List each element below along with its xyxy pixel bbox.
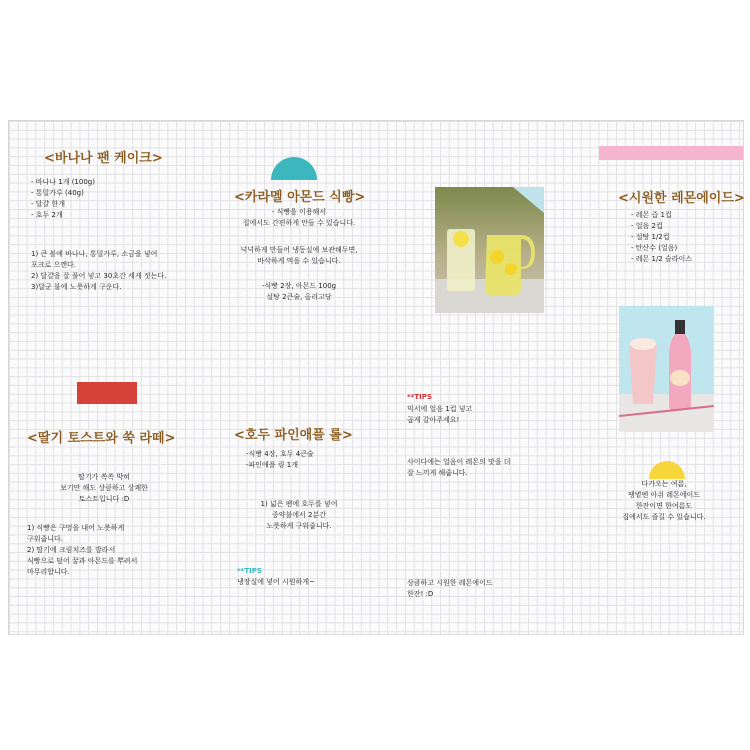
lemonade-note: 사이다에는 얼음이 레몬의 맛을 더 잘 느끼게 해줍니다. bbox=[407, 458, 511, 477]
walnut-tips-text: 냉장실에 넣어 시원하게~ bbox=[237, 578, 315, 586]
lemonade-tips-text: 믹서에 얼음 1컵 넣고 곱게 갈아주세요! bbox=[407, 405, 473, 424]
walnut-ingredients: -식빵 4장, 호두 4큰술 -파인애플 링 1개 bbox=[246, 450, 314, 469]
pink-tape bbox=[599, 146, 743, 160]
strawberry-title: <딸기 토스트와 쑥 라떼> bbox=[27, 431, 176, 446]
strawberry-steps: 1) 식빵은 구멍을 내어 노릇하게 구워줍니다. 2) 딸기에 크림치즈를 발라서 식빵으로 덮어 꿀과 아몬드를 뿌려서 마무리합니다. bbox=[27, 524, 138, 576]
lemonade-tips-label: **TIPS bbox=[407, 393, 432, 401]
red-tape bbox=[77, 382, 137, 404]
caramel-text-2: 넉넉하게 만들어 냉동실에 보관해두면, 바삭하게 먹을 수 있습니다. bbox=[240, 246, 358, 265]
caramel-text-3: -식빵 2장, 아몬드 100g 설탕 2큰술, 올리고당 bbox=[261, 282, 337, 301]
caramel-title: <카라멜 아몬드 식빵> bbox=[234, 190, 366, 205]
lemonade-summer-note: 다가오는 여름, 땡볕엔 아쉬 레몬에이드 한잔이면 한여름도 집에서도 즐길 수 있습니다. bbox=[622, 480, 706, 521]
walnut-steps: 1) 넓은 팬에 호두를 넣어 중약불에서 2분간 노릇하게 구워줍니다. bbox=[260, 500, 338, 530]
notebook-page bbox=[8, 120, 744, 635]
lemonade-closing: 상큼하고 시원한 레몬에이드 한잔! :D bbox=[407, 579, 493, 598]
yellow-semicircle bbox=[649, 461, 685, 479]
strawberry-intro: 딸기가 쏙쏙 박혀 보기만 해도 상큼하고 상쾌한 토스트입니다 :D bbox=[60, 473, 148, 503]
lemonade-ingredients: - 레몬 즙 1컵 - 얼음 2컵 - 설탕 1/2컵 - 탄산수 (얼음) - 레몬 1/2 슬라이스 bbox=[631, 211, 693, 263]
banana-ingredients: - 바나나 1개 (100g) - 통밀가루 (40g) - 달걀 한개 - 호두 2개 bbox=[31, 178, 95, 219]
strawberry-drink-photo bbox=[619, 306, 714, 432]
walnut-tips-label: **TIPS bbox=[237, 567, 262, 575]
banana-steps: 1) 큰 볼에 바나나, 통밀가루, 소금을 넣어 포크로 으깬다. 2) 달걀을 잘 풀어 넣고 30초간 세게 젓는다. 3)달군 불에 노릇하게 구운다. bbox=[31, 250, 167, 291]
walnut-title: <호두 파인애플 롤> bbox=[234, 428, 353, 443]
lemonade-photo bbox=[435, 187, 544, 313]
teal-semicircle bbox=[271, 157, 317, 180]
caramel-text-1: - 식빵을 이용해서 집에서도 간편하게 만들 수 있습니다. bbox=[242, 208, 356, 227]
lemonade-title: <시원한 레몬에이드> bbox=[618, 191, 745, 206]
banana-title: <바나나 팬 케이크> bbox=[44, 151, 163, 166]
